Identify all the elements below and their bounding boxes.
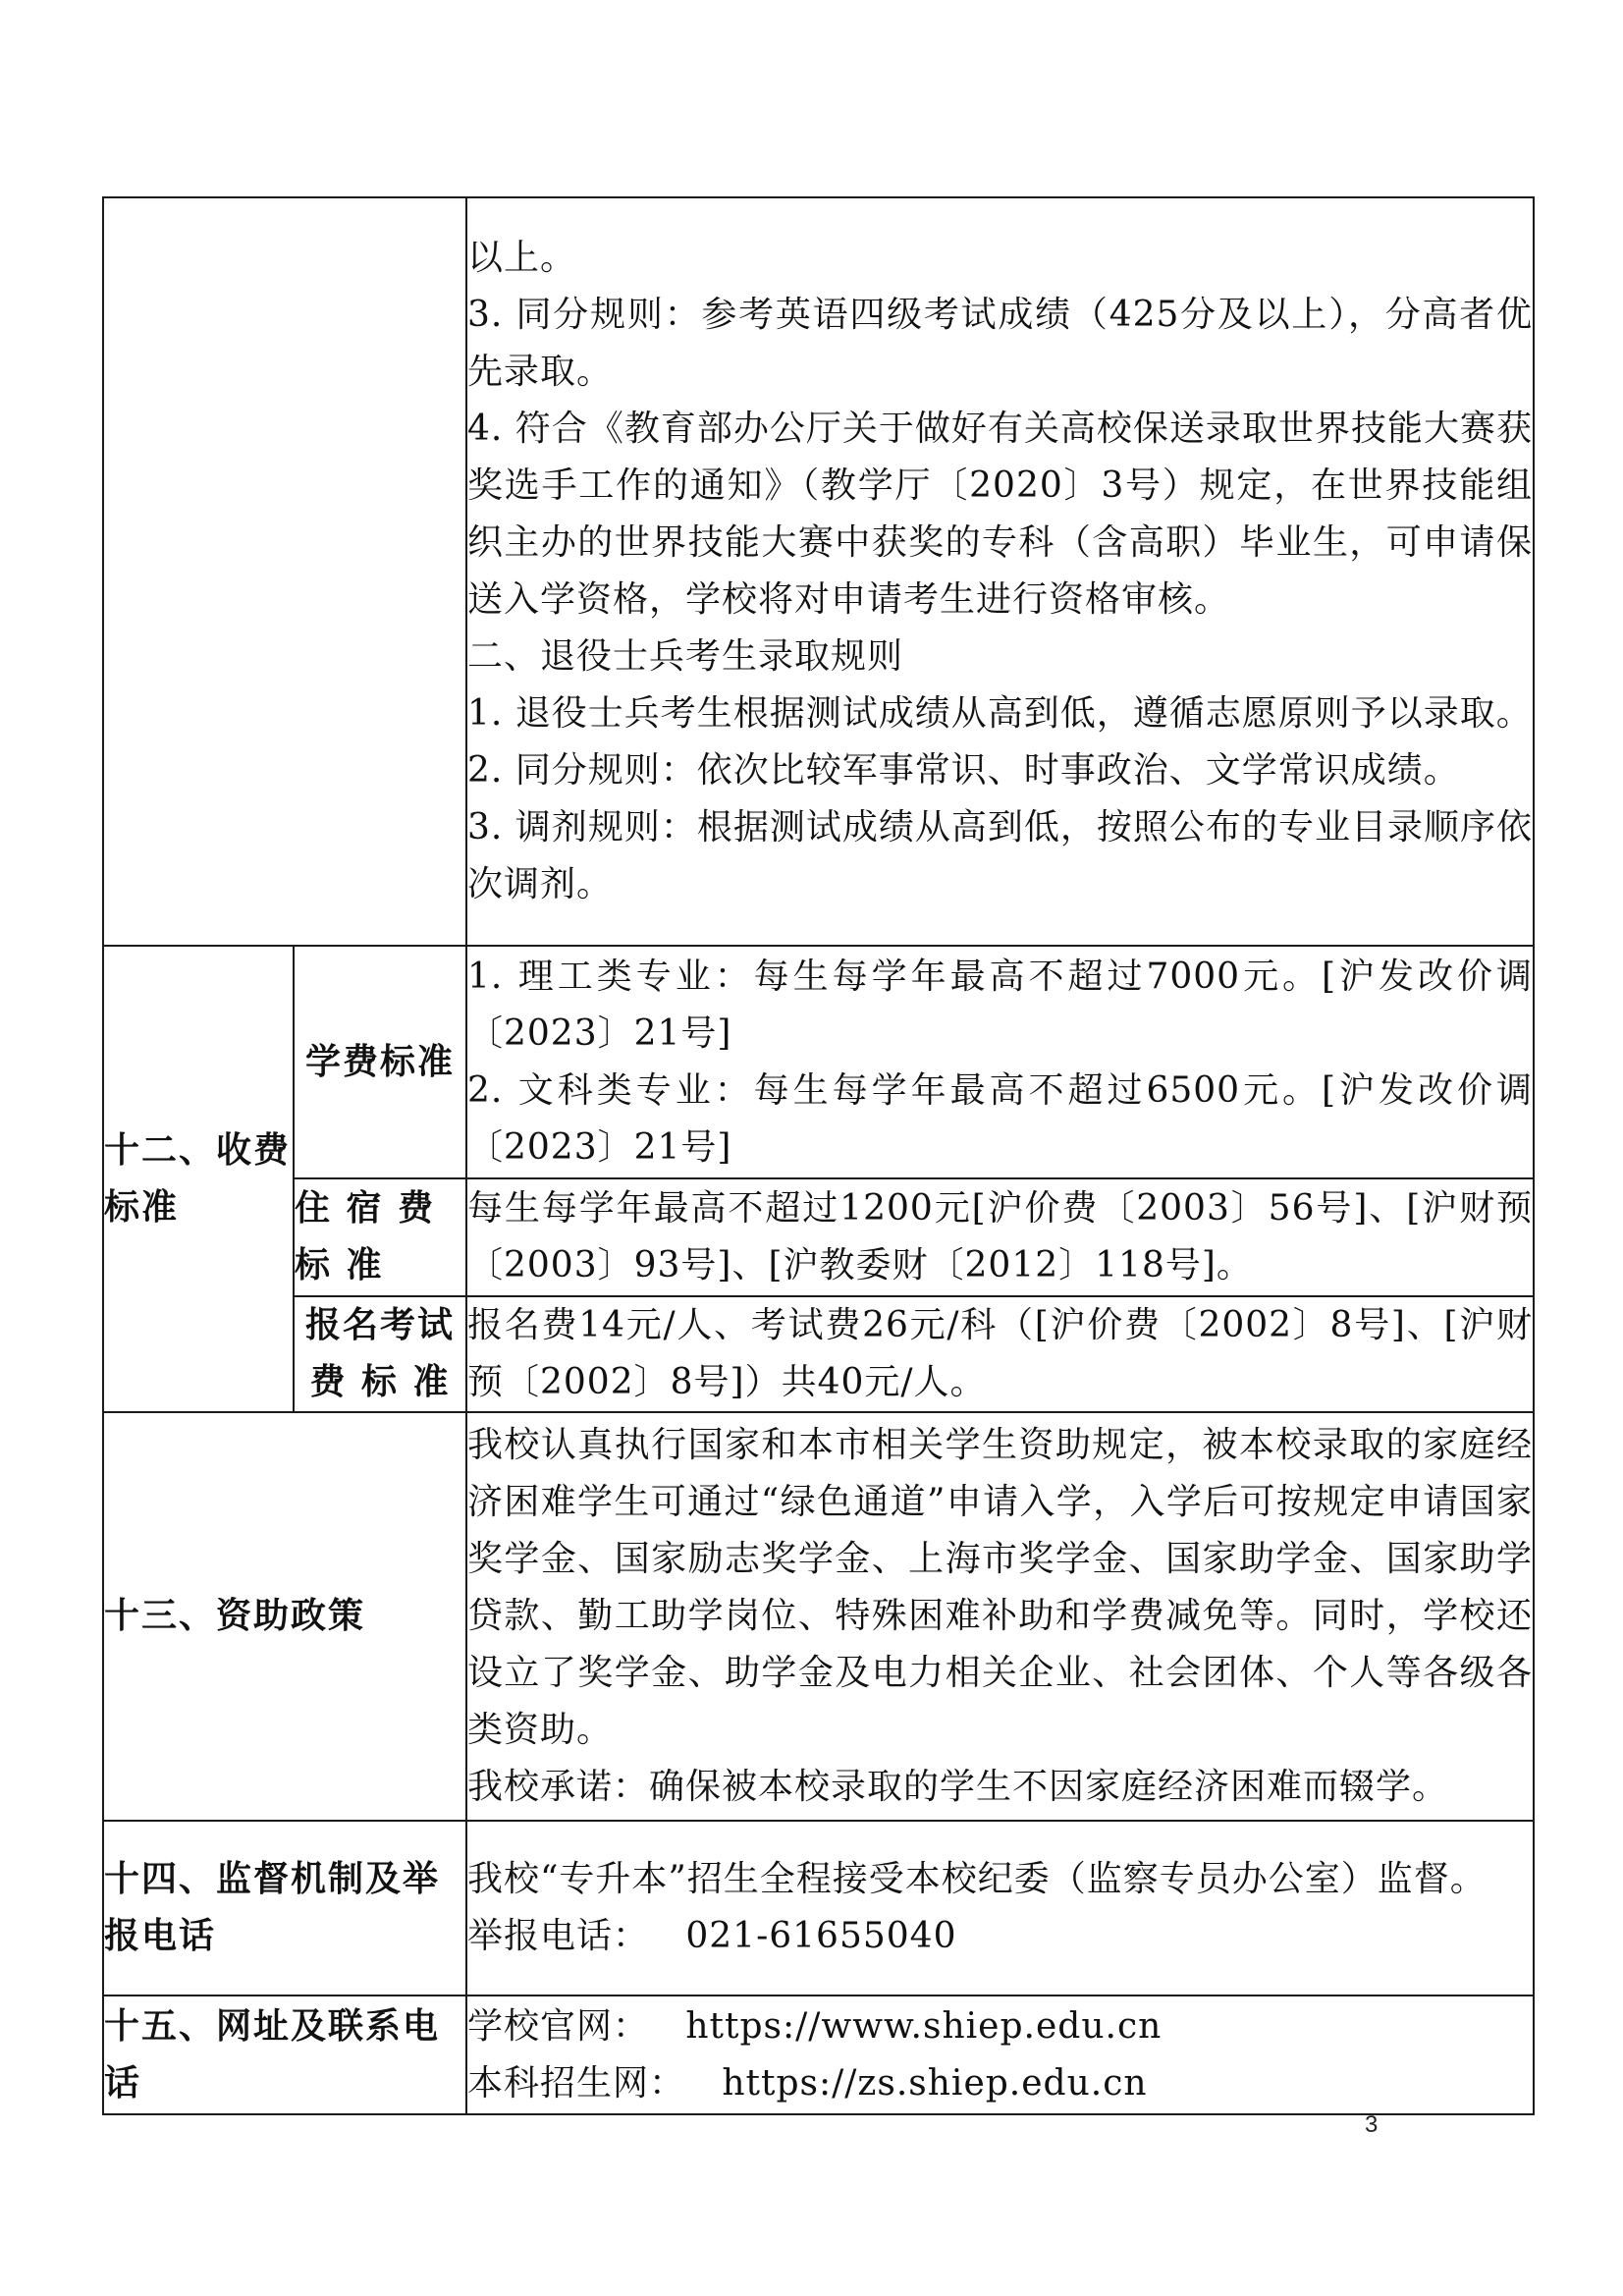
supervision-row bbox=[103, 1821, 1534, 1995]
continuation-line: 4. 符合《教育部办公厅关于做好有关高校保送录取世界技能大赛获奖选手工作的通知》（教学厅〔2020〕3号）规定，在世界技能组织主办的世界技能大赛中获奖的专科（含高职）毕业生，可申请保送入学资格，学校将对申请考生进行资格审核。 bbox=[467, 409, 1533, 620]
supervision-label: 十四、监督机制及举报电话 bbox=[103, 1821, 466, 1995]
supervision-text: 我校“专升本”招生全程接受本校纪委（监察专员办公室）监督。 bbox=[467, 1859, 1487, 1899]
tuition-line: 2. 文科类专业：每生每学年最高不超过6500元。[沪发改价调〔2023〕21号] bbox=[467, 1069, 1533, 1168]
supervision-content bbox=[466, 1821, 1534, 1995]
fees-tuition-row bbox=[103, 946, 1534, 1178]
page-number: 3 bbox=[1365, 2111, 1379, 2138]
continuation-line: 以上。 bbox=[467, 238, 577, 278]
continuation-line: 3. 调剂规则：根据测试成绩从高到低，按照公布的专业目录顺序依次调剂。 bbox=[467, 807, 1533, 904]
aid-pledge: 我校承诺：确保被本校录取的学生不因家庭经济困难而辍学。 bbox=[467, 1767, 1449, 1807]
accommodation-label-line1: 住 宿 费 bbox=[295, 1188, 436, 1229]
contact-label: 十五、网址及联系电话 bbox=[103, 1995, 466, 2114]
report-phone-line bbox=[467, 1908, 1533, 1965]
contact-row bbox=[103, 1995, 1534, 2114]
accommodation-content: 每生每学年最高不超过1200元[沪价费〔2003〕56号]、[沪财预〔2003〕93号]、[沪教委财〔2012〕118号]。 bbox=[466, 1178, 1534, 1296]
exam-fee-label-line1: 报名考试 bbox=[304, 1305, 455, 1345]
school-site-line bbox=[467, 1998, 1533, 2055]
admission-site-line bbox=[467, 2055, 1533, 2112]
tuition-line: 1. 理工类专业：每生每学年最高不超过7000元。[沪发改价调〔2023〕21号] bbox=[467, 956, 1533, 1054]
continuation-row bbox=[103, 197, 1534, 946]
fees-accommodation-row bbox=[103, 1178, 1534, 1296]
section-heading: 二、退役士兵考生录取规则 bbox=[467, 636, 904, 677]
accommodation-label-line2: 标 准 bbox=[295, 1245, 384, 1285]
school-site-link[interactable]: https://www.shiep.edu.cn bbox=[685, 2005, 1163, 2047]
continuation-line: 2. 同分规则：依次比较军事常识、时事政治、文学常识成绩。 bbox=[467, 750, 1460, 791]
aid-label: 十三、资助政策 bbox=[103, 1412, 466, 1821]
contact-content bbox=[466, 1995, 1534, 2114]
exam-fee-label bbox=[294, 1296, 466, 1412]
admission-site-label: 本科招生网： bbox=[467, 2062, 686, 2104]
admission-site-link[interactable]: https://zs.shiep.edu.cn bbox=[722, 2062, 1148, 2104]
tuition-content bbox=[466, 946, 1534, 1178]
aid-row bbox=[103, 1412, 1534, 1821]
aid-content bbox=[466, 1412, 1534, 1821]
admission-info-table bbox=[102, 196, 1535, 2115]
fees-exam-row bbox=[103, 1296, 1534, 1412]
exam-fee-content: 报名费14元/人、考试费26元/科（[沪价费〔2002〕8号]、[沪财预〔2002〕8号]）共40元/人。 bbox=[466, 1296, 1534, 1412]
tuition-label: 学费标准 bbox=[294, 946, 466, 1178]
exam-fee-label-line2: 费 标 准 bbox=[309, 1362, 451, 1402]
continuation-line: 3. 同分规则：参考英语四级考试成绩（425分及以上），分高者优先录取。 bbox=[467, 295, 1533, 392]
report-phone-label: 举报电话： bbox=[467, 1916, 650, 1956]
continuation-content bbox=[466, 197, 1534, 946]
school-site-label: 学校官网： bbox=[467, 2005, 650, 2047]
report-phone-number: 021-61655040 bbox=[685, 1916, 957, 1956]
accommodation-label bbox=[294, 1178, 466, 1296]
aid-paragraph: 我校认真执行国家和本市相关学生资助规定，被本校录取的家庭经济困难学生可通过“绿色通道”申请入学，入学后可按规定申请国家奖学金、国家励志奖学金、上海市奖学金、国家助学金、国家助学贷款、勤工助学岗位、特殊困难补助和学费减免等。同时，学校还设立了奖学金、助学金及电力相关企业、社会团体、个人等各级各类资助。 bbox=[467, 1425, 1533, 1750]
fees-section-label: 十二、收费标准 bbox=[103, 946, 294, 1412]
continuation-line: 1. 退役士兵考生根据测试成绩从高到低，遵循志愿原则予以录取。 bbox=[467, 693, 1533, 734]
continuation-label-cell bbox=[103, 197, 466, 946]
